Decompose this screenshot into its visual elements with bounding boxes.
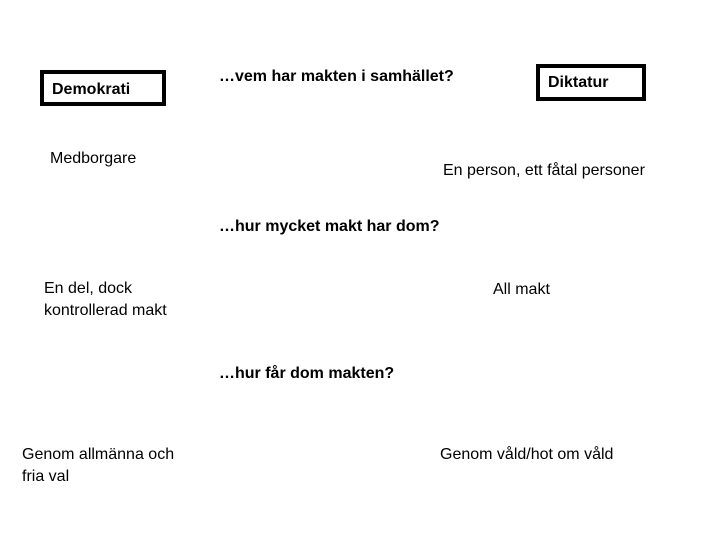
question-how-get-power: …hur får dom makten?	[219, 365, 395, 382]
answer-line: fria val	[22, 468, 70, 485]
question-who-has-power: …vem har makten i samhället?	[219, 68, 454, 85]
diktatur-label: Diktatur	[548, 74, 609, 91]
demokrati-answer-how-much	[44, 278, 167, 322]
diktatur-label-box	[536, 64, 646, 101]
demokrati-label-box	[40, 70, 166, 106]
answer-line: Genom allmänna och	[22, 446, 175, 463]
answer-line: En del, dock	[44, 280, 133, 297]
demokrati-label: Demokrati	[52, 81, 131, 98]
diktatur-answer-who	[443, 160, 645, 182]
answer-line: Genom våld/hot om våld	[440, 446, 614, 463]
demokrati-answer-who	[50, 148, 136, 170]
answer-line: En person, ett fåtal personer	[443, 162, 645, 179]
demokrati-answer-how-get	[22, 444, 174, 488]
question-how-much-power: …hur mycket makt har dom?	[219, 218, 440, 235]
diktatur-answer-how-much	[493, 279, 550, 301]
answer-line: kontrollerad makt	[44, 302, 167, 319]
diktatur-answer-how-get	[440, 444, 613, 466]
answer-line: All makt	[493, 281, 550, 298]
answer-line: Medborgare	[50, 150, 137, 167]
